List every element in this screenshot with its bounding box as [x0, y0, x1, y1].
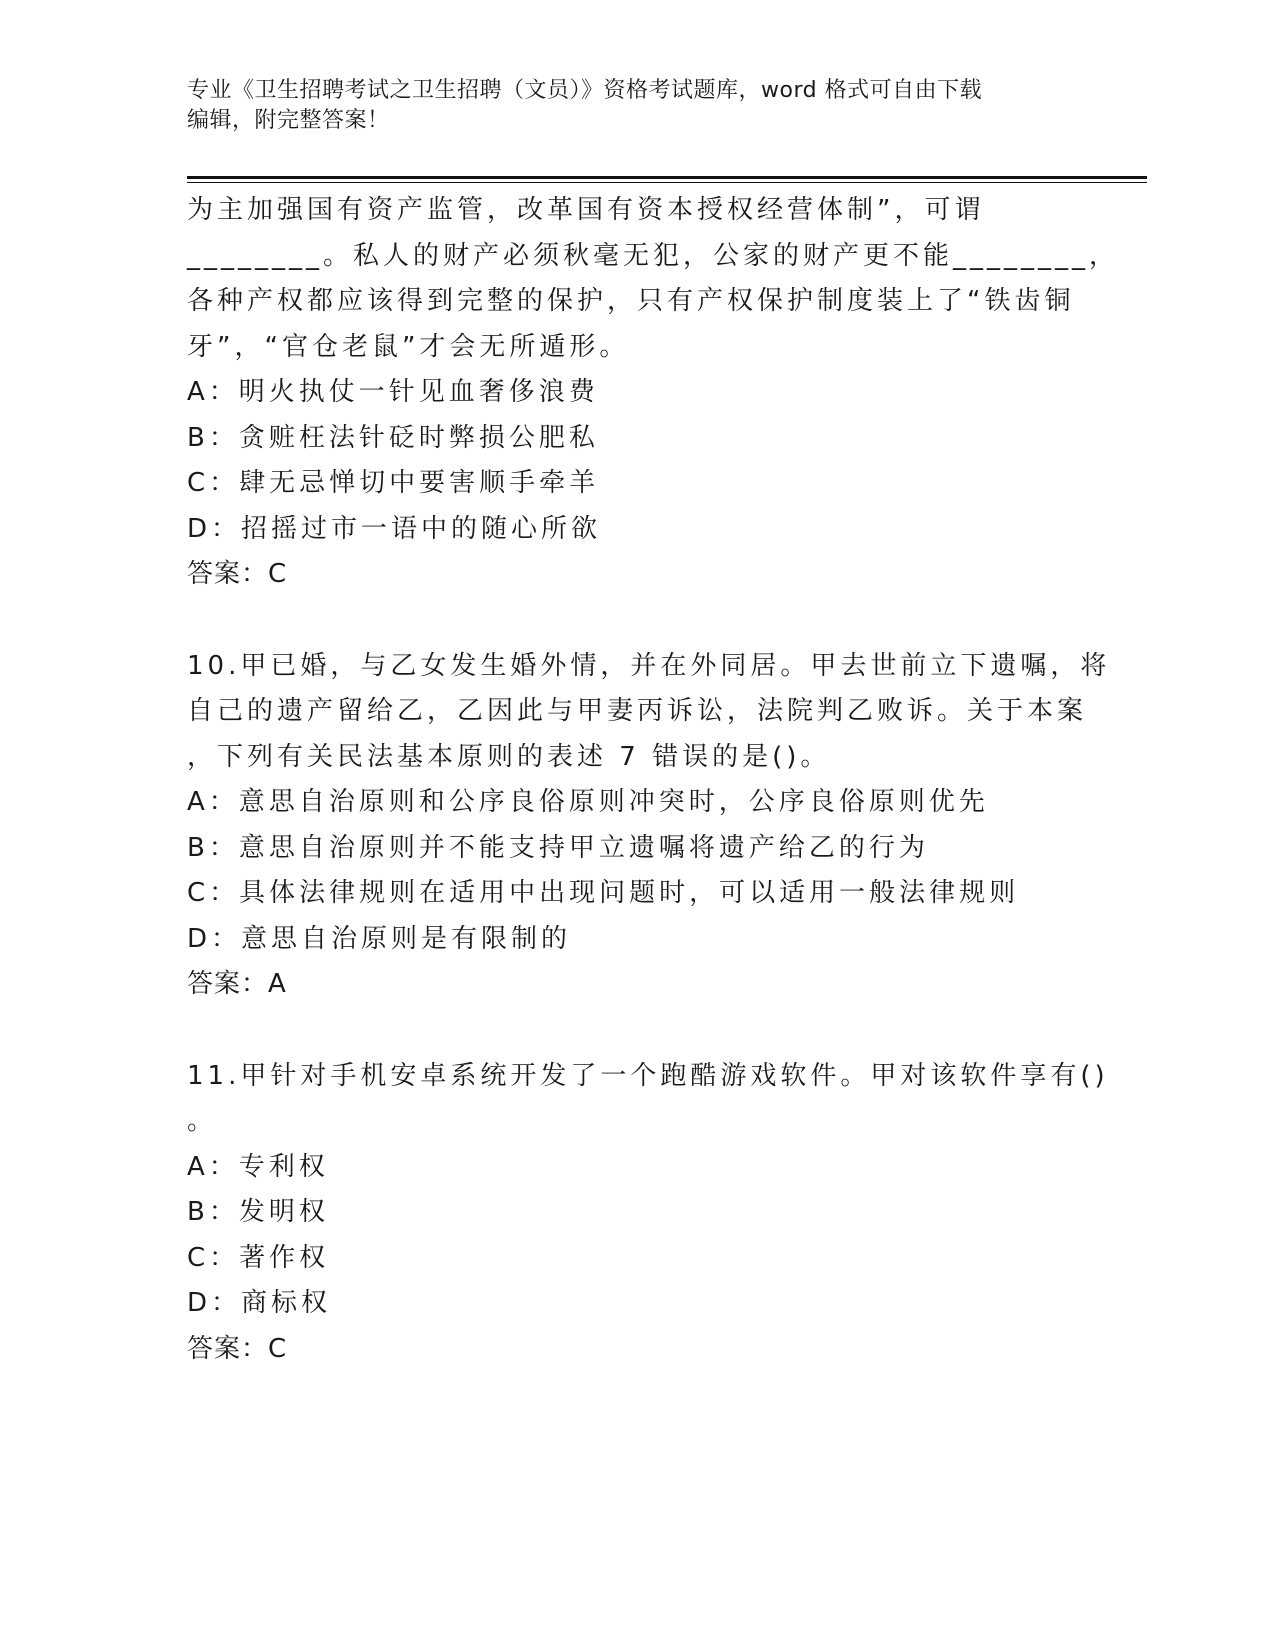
header-line-1: 专业《卫生招聘考试之卫生招聘（文员）》资格考试题库，word 格式可自由下载 [187, 78, 983, 103]
spacer [187, 1008, 1087, 1054]
header-divider-thin [187, 182, 1147, 183]
option-d: D：商标权 [187, 1288, 332, 1318]
document-header [187, 76, 1087, 136]
question-text-line: 11.甲针对手机安卓系统开发了一个跑酷游戏软件。甲对该软件享有() [187, 1060, 1109, 1091]
option-c: C：肆无忌惮切中要害顺手牵羊 [187, 468, 600, 498]
question-text-line: 牙”，“官仓老鼠”才会无所遁形。 [187, 331, 630, 362]
question-text-line: 。 [187, 1106, 218, 1136]
header-divider-thick [187, 176, 1147, 179]
answer-line: 答案：C [187, 559, 288, 589]
option-b: B：意思自治原则并不能支持甲立遗嘱将遗产给乙的行为 [187, 832, 929, 863]
option-a: A：意思自治原则和公序良俗原则冲突时，公序良俗原则优先 [187, 787, 989, 817]
question-text-line: ________。私人的财产必须秋毫无犯，公家的财产更不能________， [187, 240, 1120, 271]
question-text-line: 各种产权都应该得到完整的保护，只有产权保护制度装上了“铁齿铜 [187, 286, 1075, 316]
option-b: B：发明权 [187, 1197, 329, 1227]
answer-line: 答案：C [187, 1333, 288, 1364]
question-continued [187, 188, 1120, 598]
question-text-line: 为主加强国有资产监管，改革国有资本授权经营体制”，可谓 [187, 195, 985, 225]
option-d: D：意思自治原则是有限制的 [187, 923, 572, 954]
question-text-line: 自己的遗产留给乙，乙因此与甲妻丙诉讼，法院判乙败诉。关于本案 [187, 696, 1088, 726]
option-b: B：贪赃枉法针砭时弊损公肥私 [187, 422, 599, 453]
document-body [187, 188, 1120, 1372]
question-11 [187, 1054, 1109, 1373]
question-text-line: ，下列有关民法基本原则的表述 7 错误的是()。 [187, 741, 831, 772]
question-10 [187, 644, 1111, 1008]
spacer [187, 598, 1087, 644]
option-d: D：招摇过市一语中的随心所欲 [187, 513, 602, 544]
option-a: A：专利权 [187, 1151, 329, 1182]
header-line-2: 编辑，附完整答案！ [187, 108, 390, 133]
question-text-line: 10.甲已婚，与乙女发生婚外情，并在外同居。甲去世前立下遗嘱，将 [187, 650, 1111, 681]
option-c: C：著作权 [187, 1242, 330, 1273]
option-c: C：具体法律规则在适用中出现问题时，可以适用一般法律规则 [187, 878, 1020, 908]
option-a: A：明火执仗一针见血奢侈浪费 [187, 377, 599, 407]
answer-line: 答案：A [187, 969, 287, 999]
